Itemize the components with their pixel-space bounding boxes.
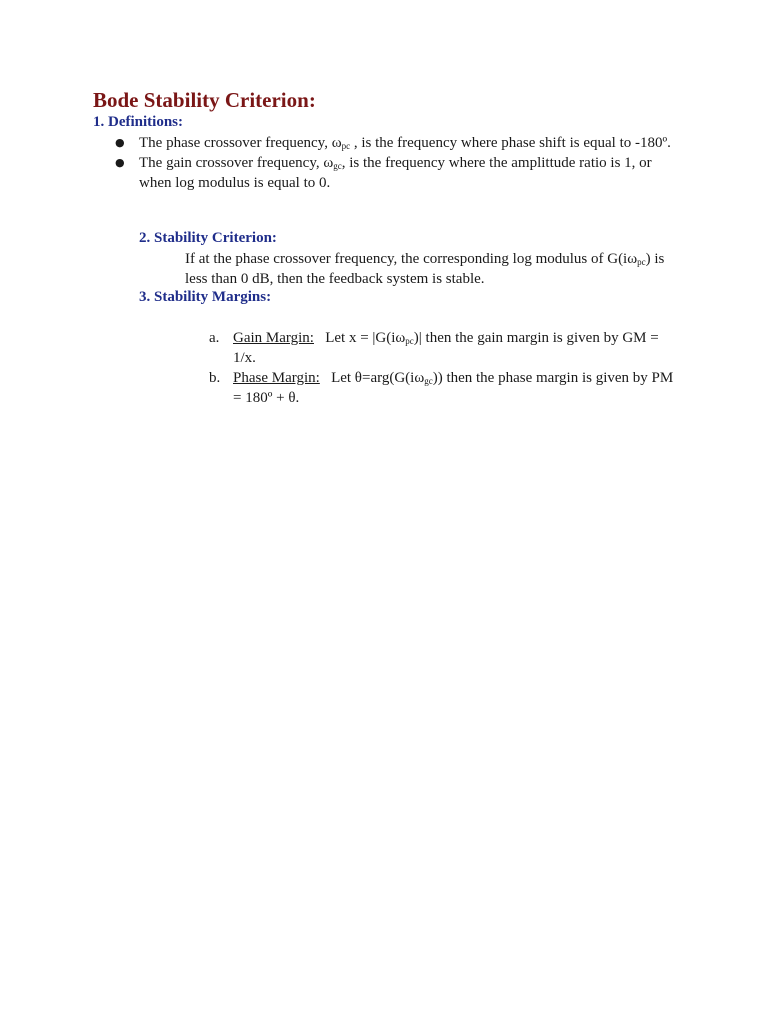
criterion-subscript: pc (637, 257, 646, 267)
section-heading-stability-criterion: 2. Stability Criterion: (139, 230, 277, 246)
gain-margin-label: Gain Margin: (233, 330, 314, 346)
list-item (115, 153, 675, 193)
margin-text-post: )) then the phase margin is given by PM = 180º + θ. (233, 370, 674, 406)
list-marker: b. (209, 370, 221, 386)
margin-subscript: gc (424, 376, 433, 386)
criterion-text-pre: If at the phase crossover frequency, the corresponding log modulus of G(iω (185, 251, 638, 267)
definition-text-pre: The phase crossover frequency, ω (139, 135, 342, 151)
margin-subscript: pc (405, 336, 414, 346)
definition-text-pre: The gain crossover frequency, ω (139, 155, 334, 171)
margin-text-post: )| then the gain margin is given by GM = 1/x. (233, 330, 659, 366)
margin-text-pre: Let θ=arg(G(iω (319, 370, 425, 386)
phase-margin-label: Phase Margin: (233, 370, 320, 386)
bullet-icon: ● (115, 156, 125, 169)
bullet-icon: ● (115, 136, 125, 149)
list-item (209, 328, 679, 368)
definitions-list (115, 133, 675, 193)
list-item (209, 368, 679, 408)
criterion-paragraph (185, 249, 685, 289)
list-item (115, 133, 675, 153)
section-heading-definitions: 1. Definitions: (93, 114, 183, 130)
list-marker: a. (209, 330, 220, 346)
page-title: Bode Stability Criterion: (93, 88, 316, 112)
margin-text-pre: Let x = |G(iω (313, 330, 406, 346)
definition-text-post: , is the frequency where phase shift is equal to -180º. (350, 135, 671, 151)
criterion-text-post: ) is less than 0 dB, then the feedback system is stable. (185, 251, 665, 287)
section-heading-stability-margins: 3. Stability Margins: (139, 289, 272, 305)
definition-subscript: gc (333, 161, 342, 171)
margins-list (209, 328, 679, 408)
definition-subscript: pc (341, 141, 351, 151)
definition-text-post: , is the frequency where the amplittude ratio is 1, or when log modulus is equal to 0. (139, 155, 652, 191)
